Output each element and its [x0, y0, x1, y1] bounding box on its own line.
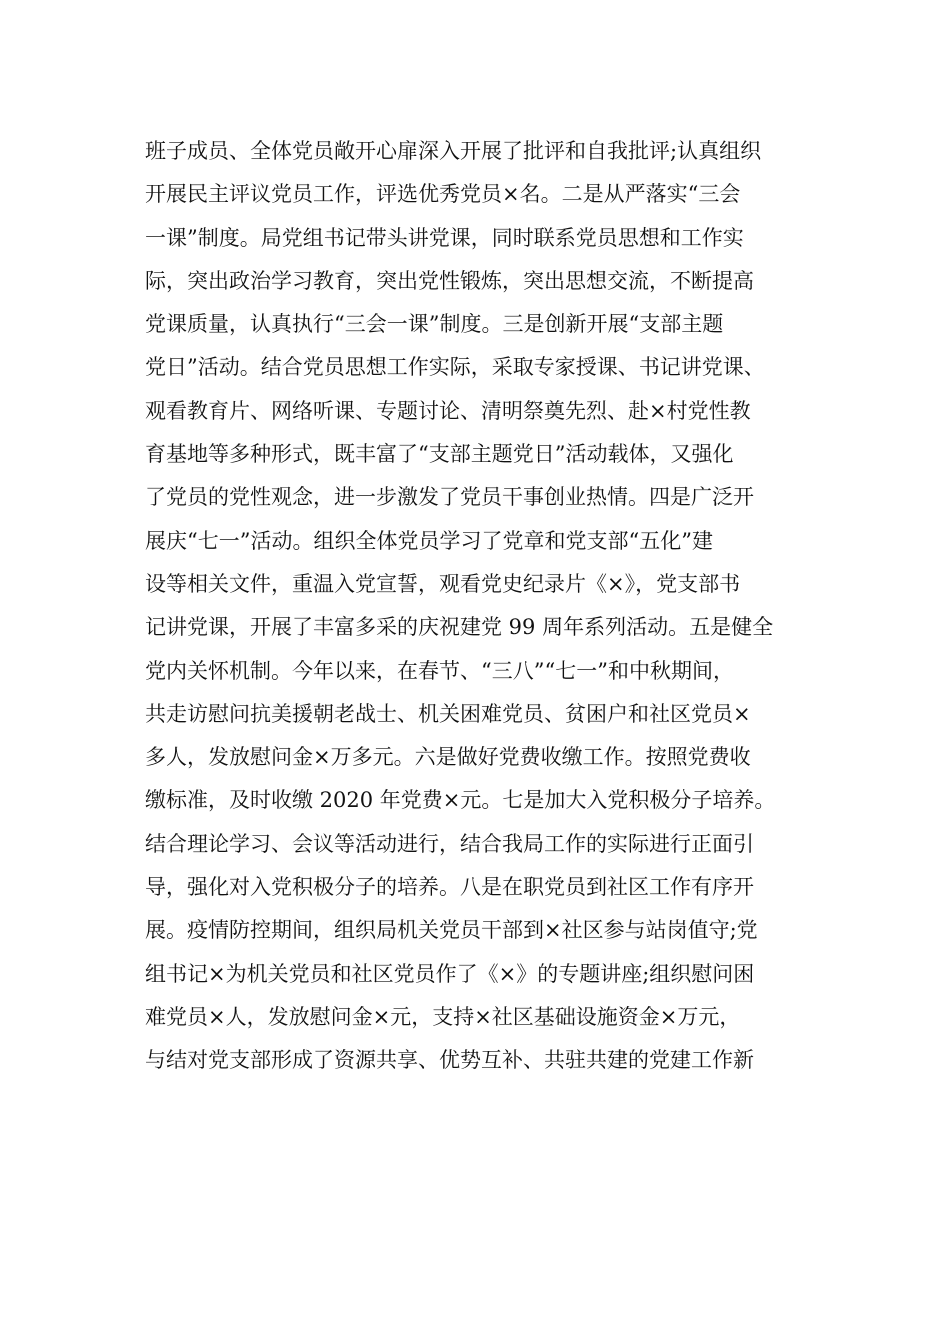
text-line: 育基地等多种形式，既丰富了“支部主题党日”活动载体，又强化 — [145, 442, 734, 467]
text-line: 际，突出政治学习教育，突出党性锻炼，突出思想交流，不断提高 — [145, 268, 754, 293]
text-line: 记讲党课，开展了丰富多采的庆祝建党 99 周年系列活动。五是健全 — [145, 615, 774, 640]
text-line: 缴标准，及时收缴 2020 年党费×元。七是加大入党积极分子培养。 — [145, 788, 776, 813]
text-line: 班子成员、全体党员敞开心扉深入开展了批评和自我批评;认真组织 — [145, 139, 762, 163]
text-line: 展。疫情防控期间，组织局机关党员干部到×社区参与站岗值守;党 — [145, 918, 758, 943]
text-line: 党内关怀机制。今年以来，在春节、“三八”“七一”和中秋期间， — [145, 658, 734, 683]
text-line: 开展民主评议党员工作，评选优秀党员×名。二是从严落实“三会 — [145, 182, 741, 207]
text-line: 设等相关文件，重温入党宣誓，观看党史纪录片《×》，党支部书 — [145, 571, 741, 596]
text-line: 结合理论学习、会议等活动进行，结合我局工作的实际进行正面引 — [145, 831, 754, 856]
text-line: 了党员的党性观念，进一步激发了党员干事创业热情。四是广泛开 — [145, 485, 754, 510]
text-line: 党日”活动。结合党员思想工作实际，采取专家授课、书记讲党课、 — [145, 355, 765, 380]
text-line: 与结对党支部形成了资源共享、优势互补、共驻共建的党建工作新 — [145, 1048, 754, 1073]
text-line: 观看教育片、网络听课、专题讨论、清明祭奠先烈、赴×村党性教 — [145, 398, 751, 423]
text-line: 多人，发放慰问金×万多元。六是做好党费收缴工作。按照党费收 — [145, 745, 751, 770]
body-text — [145, 130, 825, 1083]
text-line: 党课质量，认真执行“三会一课”制度。三是创新开展“支部主题 — [145, 312, 724, 337]
text-line: 展庆“七一”活动。组织全体党员学习了党章和党支部“五化”建 — [145, 528, 713, 553]
text-line: 共走访慰问抗美援朝老战士、机关困难党员、贫困户和社区党员× — [145, 701, 751, 726]
text-line: 导，强化对入党积极分子的培养。八是在职党员到社区工作有序开 — [145, 875, 754, 900]
text-line: 组书记×为机关党员和社区党员作了《×》的专题讲座;组织慰问困 — [145, 961, 755, 986]
text-line: 一课”制度。局党组书记带头讲党课，同时联系党员思想和工作实 — [145, 225, 744, 250]
text-line: 难党员×人，发放慰问金×元，支持×社区基础设施资金×万元， — [145, 1004, 741, 1029]
